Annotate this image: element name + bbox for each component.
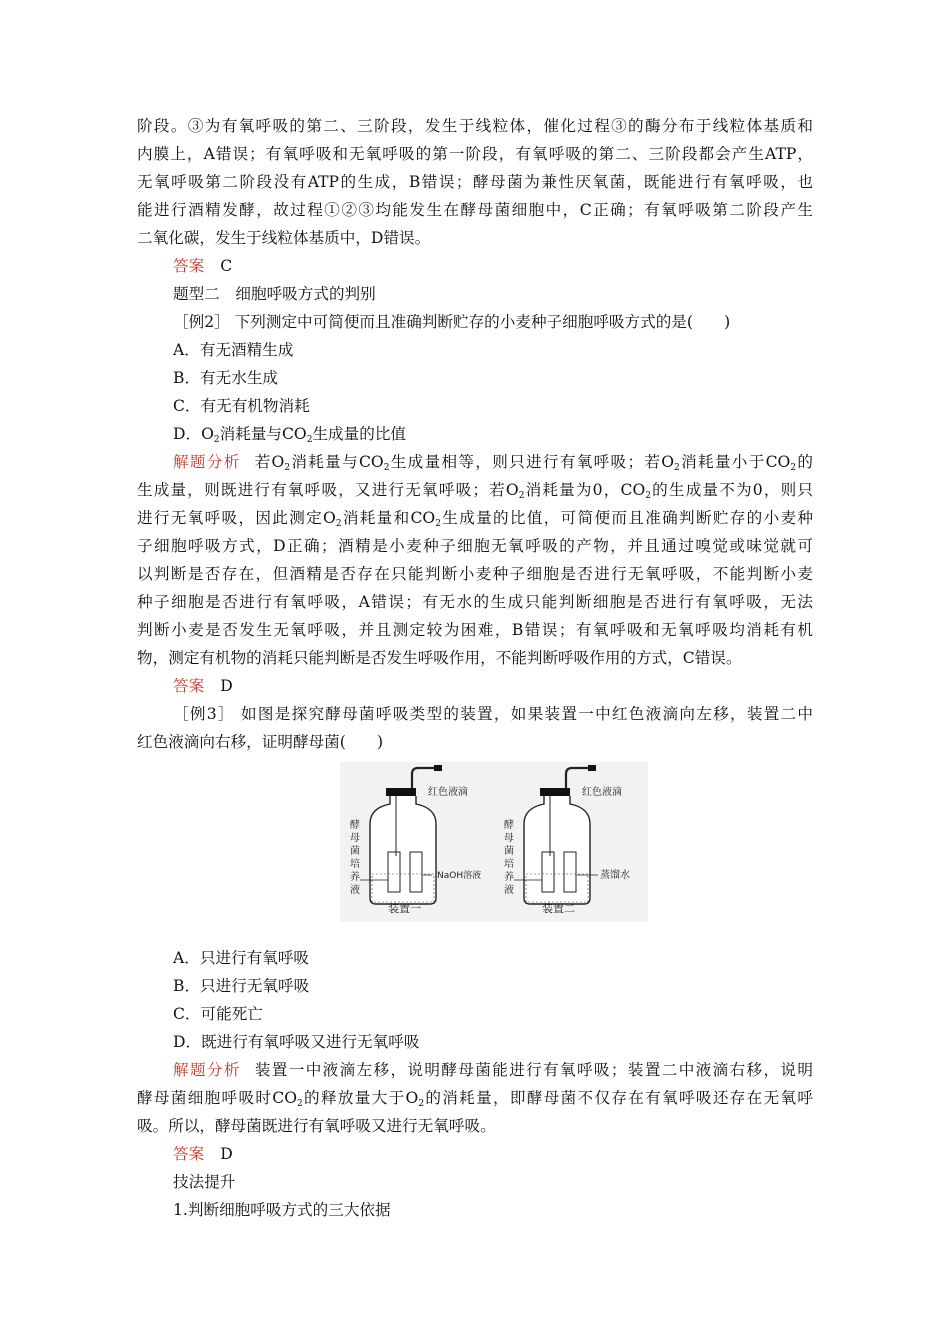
option-c: C．可能死亡 [173,1005,263,1023]
option-b: B．有无水生成 [173,369,279,387]
reagent-label: 蒸馏水 [600,870,630,881]
analysis-label: 解题分析 [173,453,241,471]
svg-text:酵: 酵 [350,820,360,831]
yeast-respiration-apparatus-figure [340,762,648,922]
analysis-line: 判断小麦是否发生无氧呼吸，并且测定较为困难，B错误；有氧呼吸和无氧呼吸均消耗有机 [137,621,813,639]
option-a: A．只进行有氧呼吸 [173,949,310,967]
paragraph-line: 二氧化碳，发生于线粒体基质中，D错误。 [137,229,431,247]
paragraph-line: 阶段。③为有氧呼吸的第二、三阶段，发生于线粒体，催化过程③的酶分布于线粒体基质和 [137,117,813,135]
document-page [137,112,813,1224]
device-caption: 装置二 [542,902,575,915]
example-3-question: ［例3］ 如图是探究酵母菌呼吸类型的装置，如果装置一中红色液滴向左移，装置二中 [173,705,813,723]
question-text: 红色液滴向右移，证明酵母菌( ) [137,733,384,751]
answer-line [137,252,813,280]
option-b: B．只进行无氧呼吸 [173,977,310,995]
analysis-line: 生成量，则既进行有氧呼吸，又进行无氧呼吸；若$O_2$消耗量为0，$CO_2$的生成量不为0，则只 [137,481,813,501]
analysis-line: 物，测定有机物的消耗只能判断是否发生呼吸作用，不能判断呼吸作用的方式，C错误。 [137,649,742,667]
analysis-line: 吸。所以，酵母菌既进行有氧呼吸又进行无氧呼吸。 [137,1117,496,1135]
svg-text:培: 培 [504,859,514,870]
analysis-label: 解题分析 [173,1061,241,1079]
option-d: D．既进行有氧呼吸又进行无氧呼吸 [173,1033,420,1051]
red-droplet-marker [588,765,596,771]
reagent-label: NaOH溶液 [437,871,482,881]
tip-item: 1.判断细胞呼吸方式的三大依据 [173,1201,391,1219]
example-tag: ［例2］ [173,313,230,331]
svg-text:养: 养 [504,872,514,883]
red-droplet-marker [434,765,442,771]
droplet-label: 红色液滴 [428,787,468,798]
paragraph-line: 能进行酒精发酵，故过程①②③均能发生在酵母菌细胞中，C正确；有氧呼吸第二阶段产生 [137,201,813,219]
analysis-line: 解题分析 若$O_2$消耗量与$CO_2$生成量相等，则只进行有氧呼吸；若$O_2$消耗量小于$CO_2$的 [173,453,813,473]
droplet-label: 红色液滴 [582,787,622,798]
option-c: C．有无有机物消耗 [173,397,310,415]
tip-title: 技法提升 [173,1173,236,1191]
answer-value: C [220,257,233,275]
svg-text:养: 养 [350,872,360,883]
svg-text:液: 液 [350,885,360,896]
stopper [386,788,416,796]
svg-text:酵: 酵 [504,820,514,831]
analysis-line: 酵母菌细胞呼吸时$CO_2$的释放量大于$O_2$的消耗量，即酵母菌不仅存在有氧呼吸还存在无氧呼 [137,1089,813,1109]
answer-label: 答案 [173,1145,205,1163]
option-d: D．$O_2$消耗量与$CO_2$生成量的比值 [173,425,407,445]
analysis-line: 解题分析 装置一中液滴左移，说明酵母菌能进行有氧呼吸；装置二中液滴右移，说明 [173,1061,813,1079]
analysis-line: 子细胞呼吸方式，D正确；酒精是小麦种子细胞无氧呼吸的产物，并且通过嗅觉或味觉就可 [137,537,813,555]
svg-text:母: 母 [350,833,360,844]
device-caption: 装置一 [388,902,421,915]
example-tag: ［例3］ [173,705,235,723]
analysis-line: 进行无氧呼吸，因此测定$O_2$消耗量和$CO_2$生成量的比值，可简便而且准确判断贮存的小麦种 [137,509,813,529]
svg-text:菌: 菌 [504,846,514,857]
stopper [540,788,570,796]
svg-text:菌: 菌 [350,846,360,857]
answer-line [137,1140,813,1168]
svg-text:培: 培 [350,859,360,870]
paragraph-line: 无氧呼吸第二阶段没有ATP的生成，B错误；酵母菌为兼性厌氧菌，既能进行有氧呼吸，也 [137,173,813,191]
answer-value: D [220,677,233,695]
question-text: 下列测定中可简便而且准确判断贮存的小麦种子细胞呼吸方式的是( ) [234,313,731,331]
answer-value: D [220,1145,233,1163]
option-a: A．有无酒精生成 [173,341,294,359]
analysis-line: 种子细胞是否进行有氧呼吸，A错误；有无水的生成只能判断细胞是否进行有氧呼吸，无法 [137,593,813,611]
paragraph-line: 内膜上，A错误；有氧呼吸和无氧呼吸的第一阶段，有氧呼吸的第二、三阶段都会产生ATP， [137,145,813,163]
svg-text:母: 母 [504,833,514,844]
answer-label: 答案 [173,257,205,275]
section-title: 题型二 细胞呼吸方式的判别 [173,285,376,303]
answer-label: 答案 [173,677,205,695]
example-2-question [137,308,813,336]
answer-line [137,672,813,700]
analysis-line: 以判断是否存在，但酒精是否存在只能判断小麦种子细胞是否进行无氧呼吸，不能判断小麦 [137,565,813,583]
svg-text:液: 液 [504,885,514,896]
